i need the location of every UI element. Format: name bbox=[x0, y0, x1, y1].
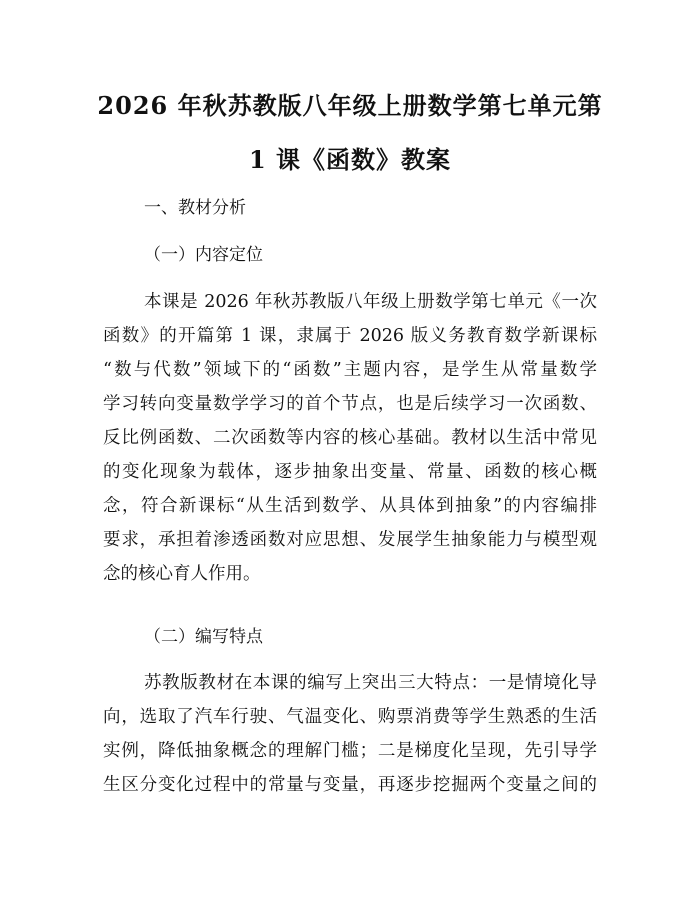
paragraph-line: 念的核心育人作用。 bbox=[103, 564, 261, 584]
subsection-heading-content-positioning: （一）内容定位 bbox=[144, 245, 263, 265]
paragraph-line: “数与代数”领域下的“函数”主题内容，是学生从常量数学 bbox=[103, 360, 597, 380]
paragraph-line: 本课是 2026 年秋苏教版八年级上册数学第七单元《一次 bbox=[144, 292, 597, 312]
section-heading-teaching-material-analysis: 一、教材分析 bbox=[144, 198, 246, 218]
document-title-line-1: 2026 年秋苏教版八年级上册数学第七单元第 bbox=[97, 91, 603, 120]
paragraph-line: 生区分变化过程中的常量与变量，再逐步挖掘两个变量之间的 bbox=[103, 775, 597, 795]
subsection-heading-writing-features: （二）编写特点 bbox=[144, 627, 263, 647]
paragraph-line: 的变化现象为载体，逐步抽象出变量、常量、函数的核心概 bbox=[103, 462, 597, 482]
paragraph-line: 念，符合新课标“从生活到数学、从具体到抽象”的内容编排 bbox=[103, 496, 597, 516]
document-title-line-2: 1 课《函数》教案 bbox=[248, 145, 452, 174]
paragraph-line: 函数》的开篇第 1 课，隶属于 2026 版义务教育数学新课标 bbox=[103, 326, 597, 346]
paragraph-line: 苏教版教材在本课的编写上突出三大特点：一是情境化导 bbox=[144, 673, 597, 693]
paragraph-line: 要求，承担着渗透函数对应思想、发展学生抽象能力与模型观 bbox=[103, 530, 597, 550]
paragraph-line: 学习转向变量数学学习的首个节点，也是后续学习一次函数、 bbox=[103, 394, 597, 414]
paragraph-line: 向，选取了汽车行驶、气温变化、购票消费等学生熟悉的生活 bbox=[103, 707, 597, 727]
paragraph-line: 反比例函数、二次函数等内容的核心基础。教材以生活中常见 bbox=[103, 428, 597, 448]
paragraph-line: 实例，降低抽象概念的理解门槛；二是梯度化呈现，先引导学 bbox=[103, 741, 597, 761]
